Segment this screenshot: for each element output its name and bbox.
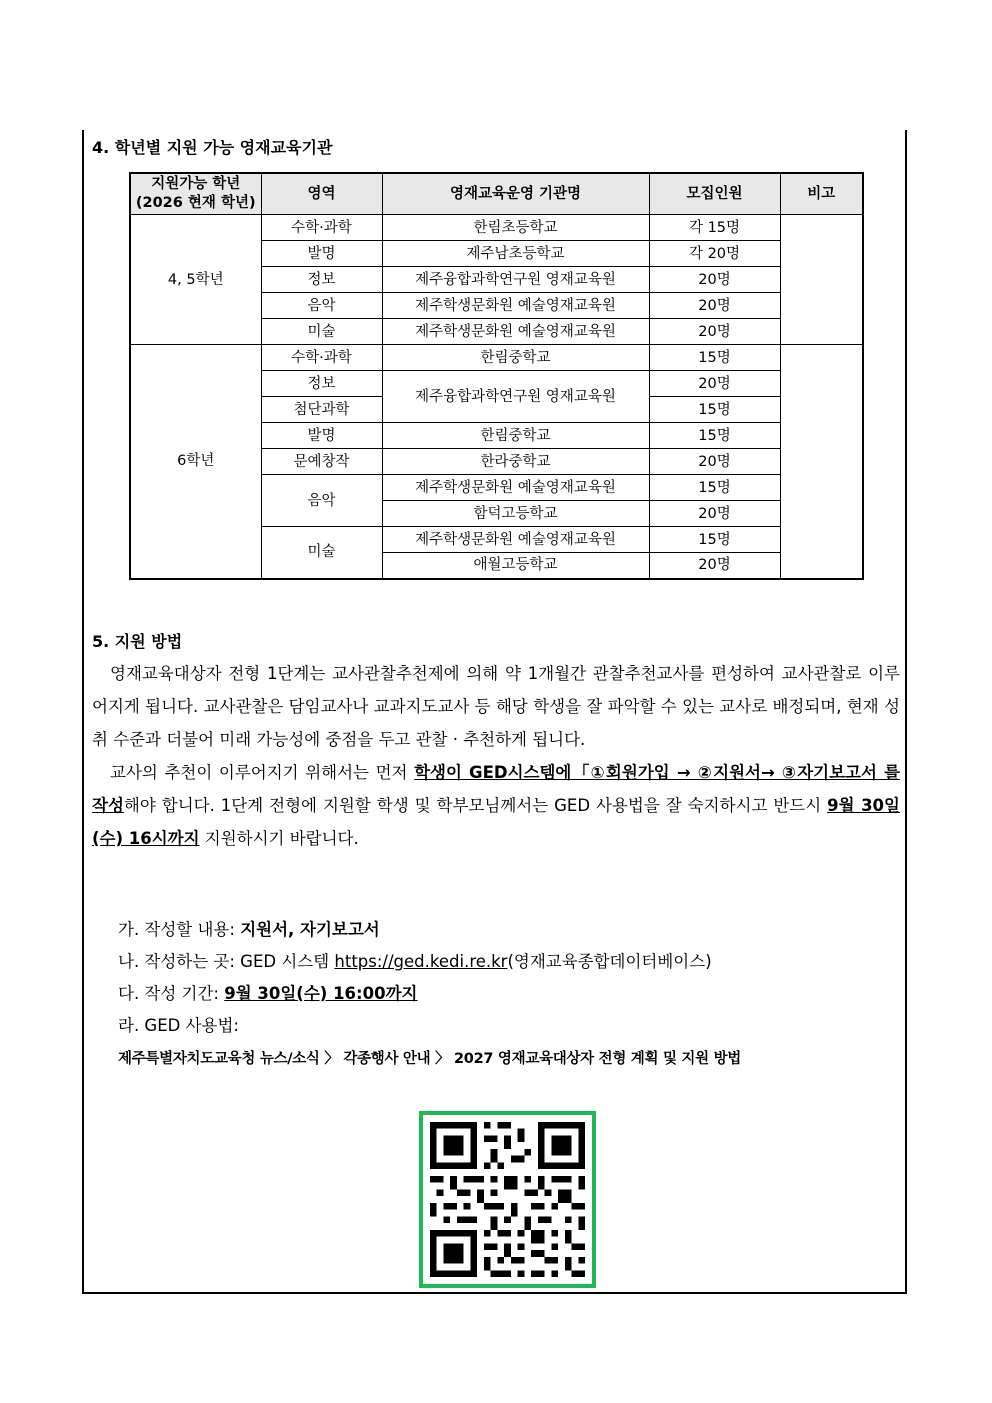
header-grade-line1: 지원가능 학년 <box>151 176 241 192</box>
para2-deadline: 9월 30일(수) 16시까지 <box>92 796 900 848</box>
institution-cell: 제주학생문화원 예술영재교육원 <box>382 319 649 345</box>
guide-path: 제주특별자치도교육청 뉴스/소식 〉 각종행사 안내 〉 2027 영재교육대상자 전형 계획 및 지원 방법 <box>118 1051 741 1067</box>
capacity-cell: 20명 <box>649 319 780 345</box>
capacity-cell: 15명 <box>649 397 780 423</box>
item-c-label: 다. 작성 기간: <box>118 984 225 1003</box>
field-cell: 발명 <box>261 423 382 449</box>
header-note: 비고 <box>780 173 863 215</box>
institution-cell: 제주남초등학교 <box>382 241 649 267</box>
paragraph-1: 영재교육대상자 전형 1단계는 교사관찰추천제에 의해 약 1개월간 관찰추천교사를 편성하여 교사관찰로 이루어지게 됩니다. 교사관찰은 담임교사나 교과지도교사 등 해당 학생을 잘 파악할 수 있는 교사로 배정되며, 현재 성취 수준과 더불어 미래 가능성에 중점을 두고 관찰 · 추천하게 됩니다. <box>92 664 900 749</box>
field-cell: 수학·과학 <box>261 345 382 371</box>
field-cell: 음악 <box>261 475 382 527</box>
capacity-cell: 20명 <box>649 553 780 579</box>
para2-text-e: 지원하시기 바랍니다. <box>199 829 359 848</box>
para2-text-a: 교사의 추천이 이루어지기 위해서는 먼저 <box>110 763 415 782</box>
institution-cell: 제주융합과학연구원 영재교육원 <box>382 267 649 293</box>
para2-text-c: 해야 합니다. 1단계 전형에 지원할 학생 및 학부모님께서는 GED 사용법을 잘 숙지하시고 반드시 <box>123 796 828 815</box>
institution-cell: 한림초등학교 <box>382 215 649 241</box>
table-row <box>130 345 863 371</box>
institution-cell: 함덕고등학교 <box>382 501 649 527</box>
capacity-cell: 20명 <box>649 293 780 319</box>
institution-cell: 제주학생문화원 예술영재교육원 <box>382 527 649 553</box>
item-a <box>118 919 380 941</box>
capacity-cell: 각 15명 <box>649 215 780 241</box>
field-cell: 첨단과학 <box>261 397 382 423</box>
field-cell: 문예창작 <box>261 449 382 475</box>
capacity-cell: 20명 <box>649 449 780 475</box>
field-cell: 미술 <box>261 319 382 345</box>
section5-body <box>92 657 900 855</box>
capacity-cell: 20명 <box>649 267 780 293</box>
grade-cell-6: 6학년 <box>130 345 261 579</box>
field-cell: 발명 <box>261 241 382 267</box>
item-c-value: 9월 30일(수) 16:00까지 <box>224 984 418 1003</box>
table-header-row <box>130 173 863 215</box>
field-cell: 미술 <box>261 527 382 579</box>
field-cell: 수학·과학 <box>261 215 382 241</box>
header-capacity: 모집인원 <box>649 173 780 215</box>
table-row <box>130 215 863 241</box>
institution-cell: 한림중학교 <box>382 423 649 449</box>
header-grade <box>130 173 261 215</box>
qr-code-icon <box>423 1115 592 1284</box>
item-d-label: 라. GED 사용법: <box>118 1016 239 1035</box>
header-grade-line2: (2026 현재 학년) <box>135 195 256 211</box>
institution-cell: 애월고등학교 <box>382 553 649 579</box>
para2-emphasis-steps: 학생이 GED시스템에「①회원가입 → ②지원서→ ③자기보고서 를 작성 <box>92 763 901 815</box>
grade-cell-45: 4, 5학년 <box>130 215 261 345</box>
institution-table <box>129 172 864 580</box>
note-cell-6 <box>780 345 863 579</box>
item-b-suffix: (영재교육종합데이터베이스) <box>507 952 712 971</box>
section5-title: 5. 지원 방법 <box>92 632 183 651</box>
item-c <box>118 983 417 1005</box>
institution-cell: 제주학생문화원 예술영재교육원 <box>382 475 649 501</box>
capacity-cell: 15명 <box>649 527 780 553</box>
item-a-value: 지원서, 자기보고서 <box>240 920 380 939</box>
field-cell: 음악 <box>261 293 382 319</box>
institution-cell: 제주융합과학연구원 영재교육원 <box>382 371 649 423</box>
institution-cell: 한라중학교 <box>382 449 649 475</box>
capacity-cell: 15명 <box>649 345 780 371</box>
field-cell: 정보 <box>261 371 382 397</box>
institution-cell: 한림중학교 <box>382 345 649 371</box>
capacity-cell: 20명 <box>649 501 780 527</box>
institution-cell: 제주학생문화원 예술영재교육원 <box>382 293 649 319</box>
section4-title: 4. 학년별 지원 가능 영재교육기관 <box>92 138 333 157</box>
item-b-label: 나. 작성하는 곳: GED 시스템 <box>118 952 335 971</box>
ged-link[interactable]: https://ged.kedi.re.kr <box>334 952 508 971</box>
header-field: 영역 <box>261 173 382 215</box>
field-cell: 정보 <box>261 267 382 293</box>
capacity-cell: 15명 <box>649 423 780 449</box>
capacity-cell: 20명 <box>649 371 780 397</box>
paragraph-2 <box>92 756 900 855</box>
item-d <box>118 1015 239 1037</box>
capacity-cell: 각 20명 <box>649 241 780 267</box>
note-cell-45 <box>780 215 863 345</box>
qr-code[interactable] <box>419 1111 596 1288</box>
capacity-cell: 15명 <box>649 475 780 501</box>
header-institution: 영재교육운영 기관명 <box>382 173 649 215</box>
item-b <box>118 951 712 973</box>
item-a-label: 가. 작성할 내용: <box>118 920 241 939</box>
